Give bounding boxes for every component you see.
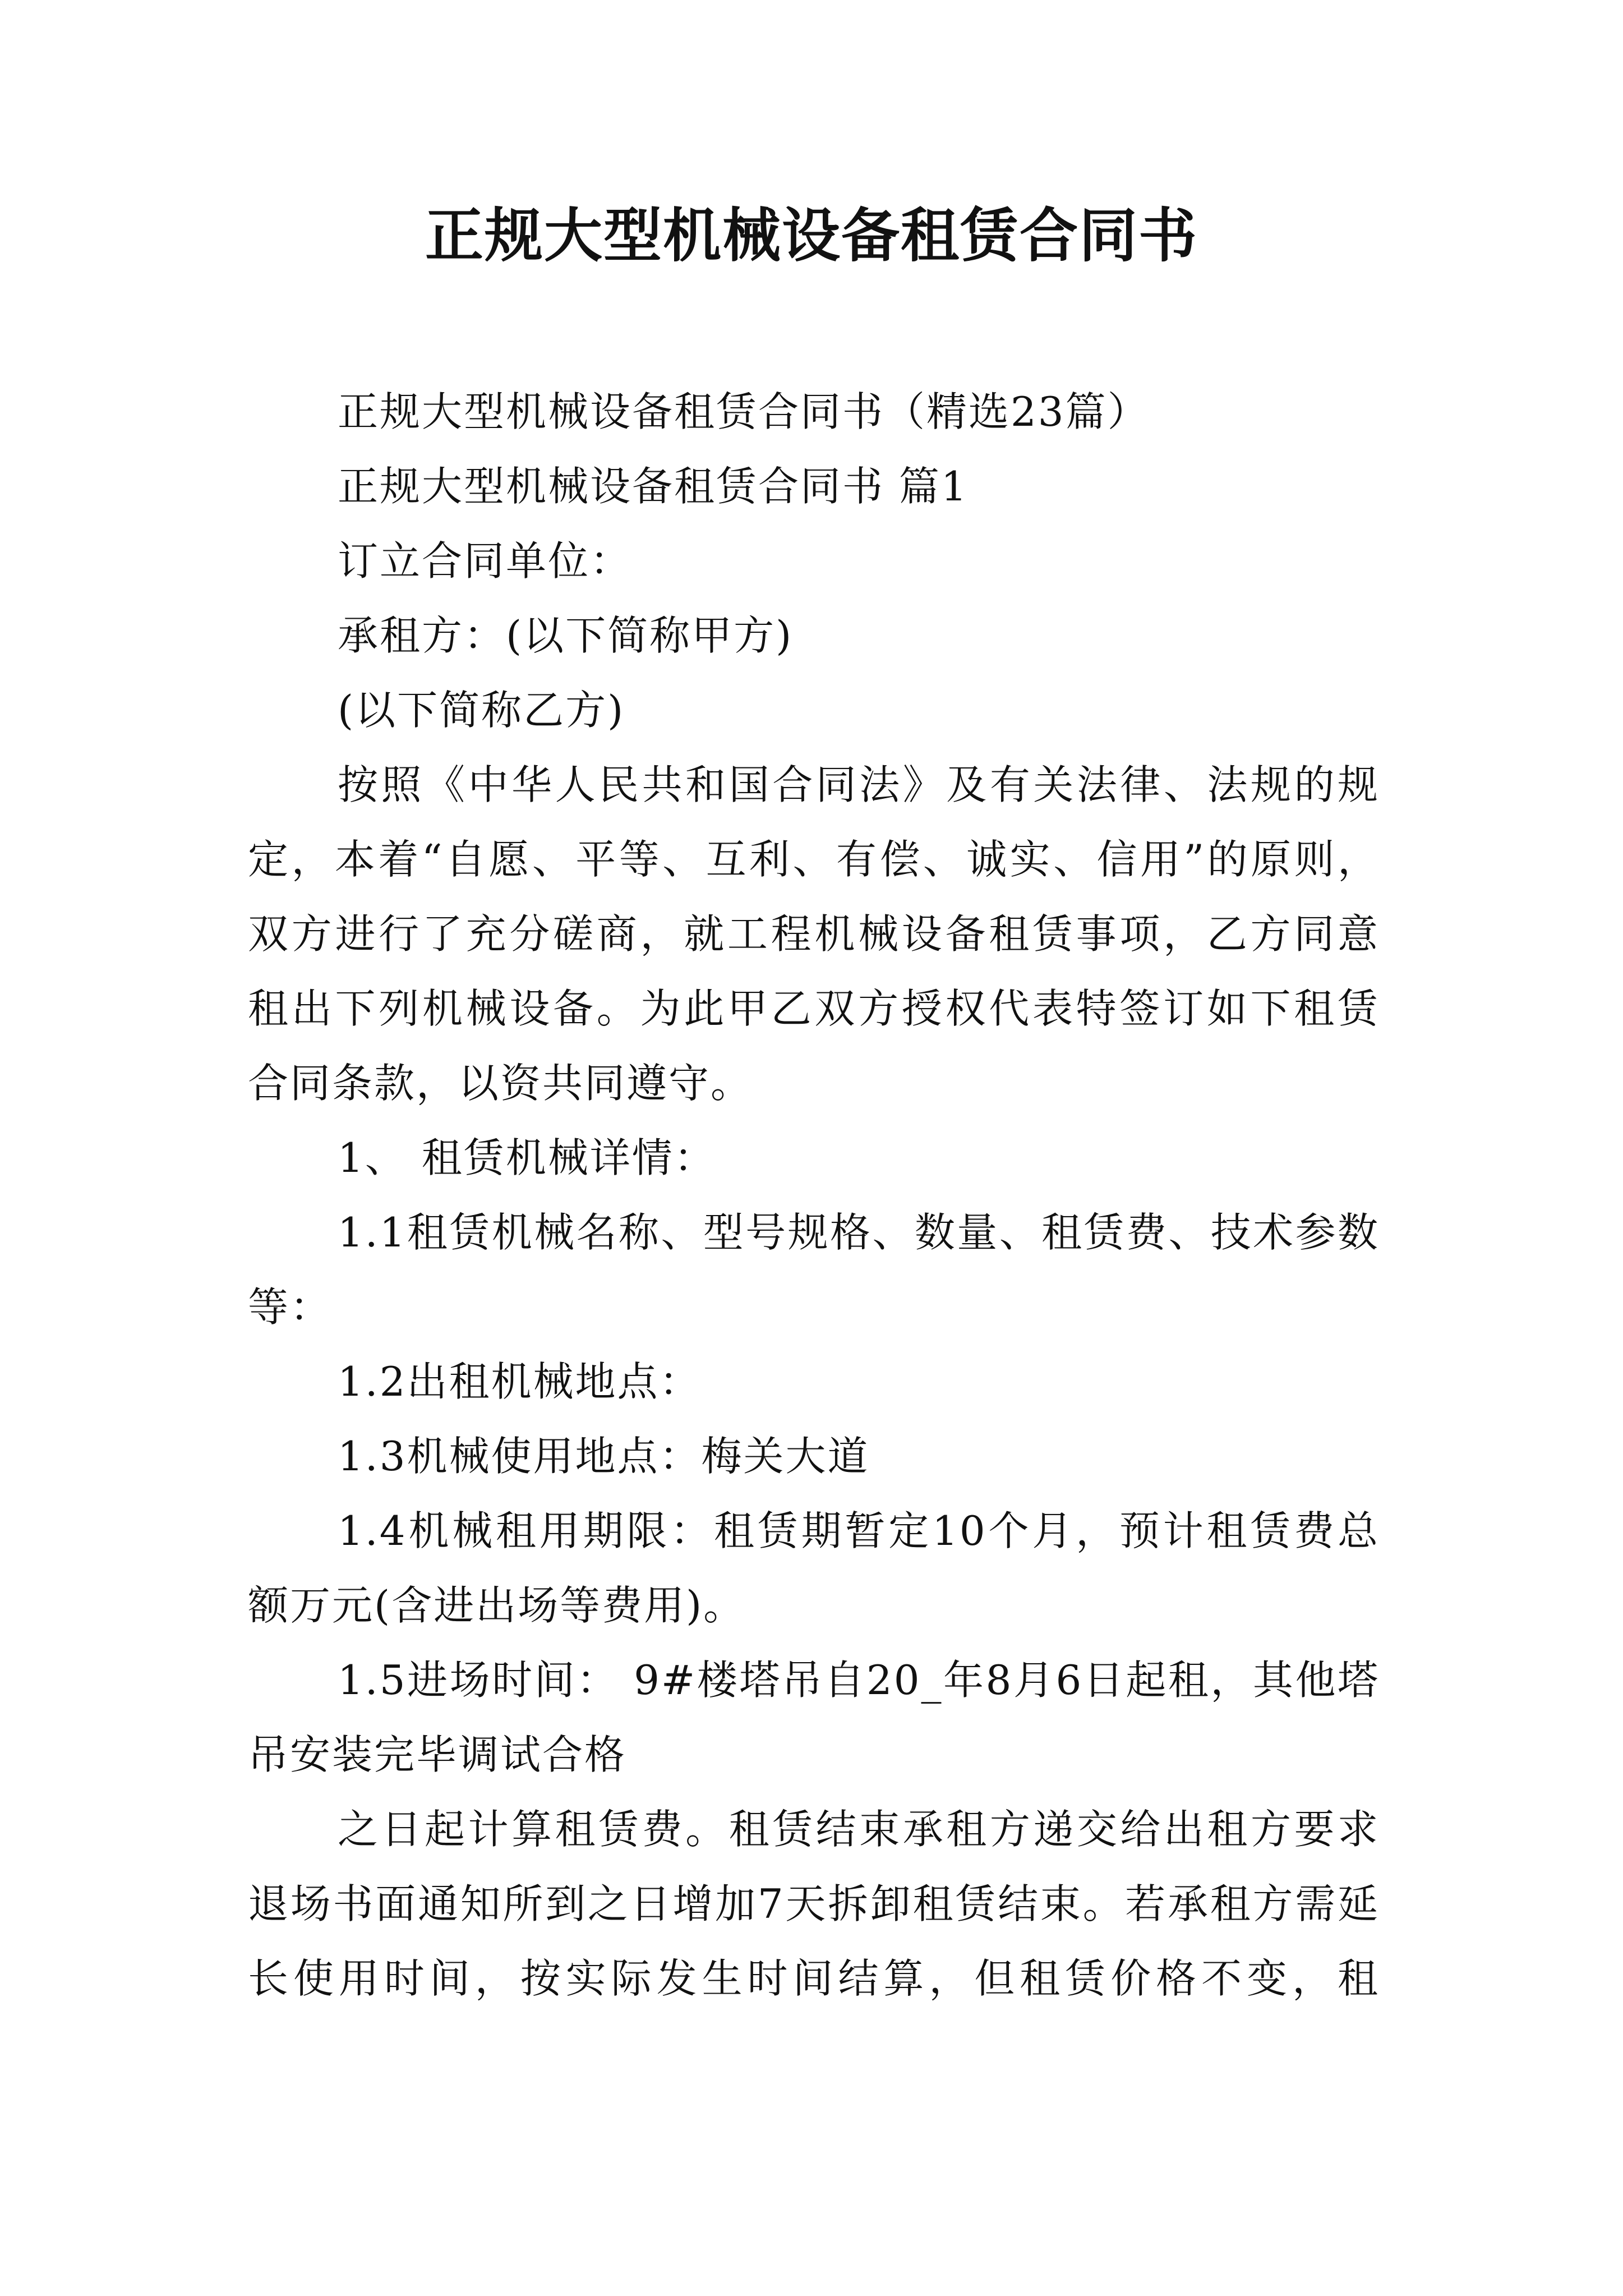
paragraph: 按照《中华人民共和国合同法》及有关法律、法规的规定，本着“自愿、平等、互利、有偿、诚实、信用”的原则，双方进行了充分磋商，就工程机械设备租赁事项，乙方同意租出下列机械设备。为此甲乙双方授权代表特签订如下租赁合同条款，以资共同遵守。	[248, 761, 1380, 1107]
paragraph: 订立合同单位：	[338, 537, 633, 585]
clause-item: 1.5进场时间： 9#楼塔吊自20_年8月6日起租，其他塔吊安装完毕调试合格	[248, 1657, 1380, 1778]
clause-item: 1.2出租机械地点：	[338, 1358, 702, 1405]
section-heading: 正规大型机械设备租赁合同书 篇1	[338, 463, 969, 510]
document-body	[248, 375, 1380, 2016]
clause-heading: 1、 租赁机械详情：	[338, 1134, 716, 1181]
subtitle-line: 正规大型机械设备租赁合同书（精选23篇）	[338, 388, 1150, 435]
clause-item: 1.3机械使用地点：梅关大道	[338, 1433, 870, 1480]
paragraph: 承租方：(以下简称甲方)	[338, 612, 794, 659]
paragraph: (以下简称乙方)	[338, 687, 625, 734]
paragraph: 之日起计算租赁费。租赁结束承租方递交给出租方要求退场书面通知所到之日增加7天拆卸租赁结束。若承租方需延长使用时间，按实际发生时间结算，但租赁价格不变，租	[248, 1806, 1380, 2002]
clause-item: 1.4机械租用期限：租赁期暂定10个月，预计租赁费总额万元(含进出场等费用)。	[248, 1507, 1380, 1629]
clause-item: 1.1租赁机械名称、型号规格、数量、租赁费、技术参数等：	[248, 1209, 1380, 1331]
document-title: 正规大型机械设备租赁合同书	[425, 201, 1198, 270]
